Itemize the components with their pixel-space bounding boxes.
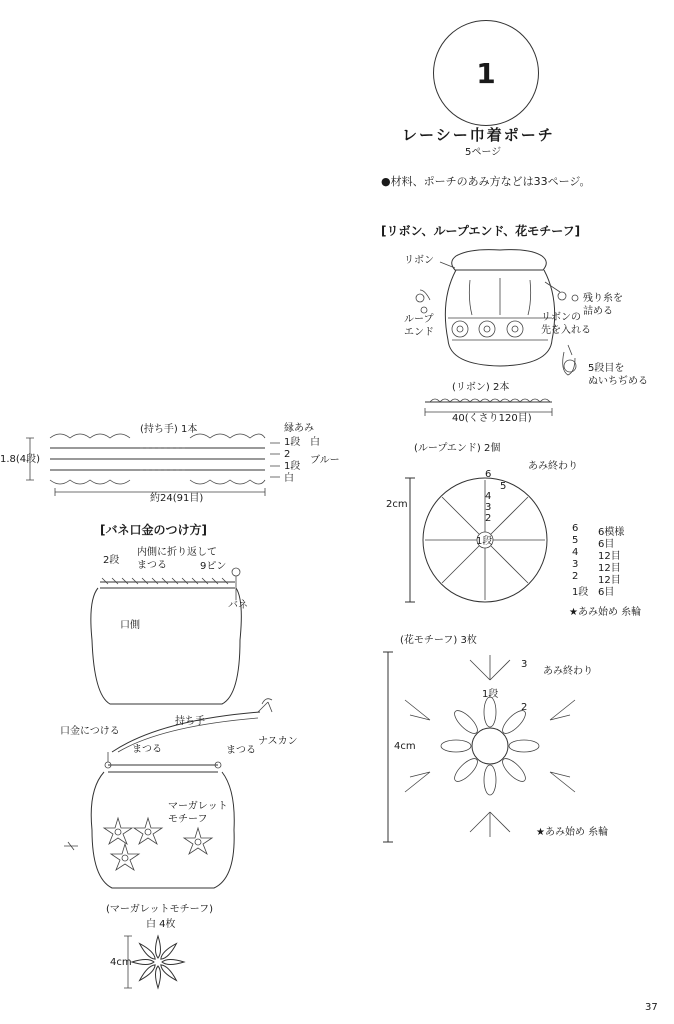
loop-end-row-2: 2: [485, 513, 492, 524]
margaret-size: 4cm: [110, 957, 132, 968]
handle-row-1-top: 1段: [284, 437, 301, 448]
finished-motif-label: マーガレット モチーフ: [168, 801, 228, 825]
finished-sew-label-2: まつる: [226, 745, 256, 756]
clasp-inside: 口側: [120, 620, 140, 631]
handle-length: 約24(91目): [150, 493, 204, 504]
loop-end-row-1: 1段: [476, 536, 493, 547]
loop-end-size: 2cm: [386, 499, 408, 510]
row-table-entry: 2 12目: [572, 571, 621, 586]
loop-end-row-4: 4: [485, 491, 492, 502]
handle-color-white-top: 白: [310, 437, 320, 448]
label-row5: 5段目を ぬいちぢめる: [588, 363, 648, 387]
row-table-entry: 1段 6目: [572, 587, 615, 598]
ribbon-title: (リボン) 2本: [452, 382, 510, 393]
label-ribbon-tip: リボンの 先を入れる: [541, 312, 591, 336]
loop-end-start-note: ★あみ始め 糸輪: [569, 607, 642, 618]
row-table-entry: 5 6目: [572, 535, 615, 550]
flower-start-note: ★あみ始め 糸輪: [536, 827, 609, 838]
label-ribbon: リボン: [404, 255, 434, 266]
clasp-heading: [バネ口金のつけ方]: [100, 523, 207, 537]
handle-color-white-bottom: 白: [284, 473, 294, 484]
flower-row-2: 2: [521, 702, 528, 713]
finished-attach-label: 口金につける: [60, 726, 120, 737]
margaret-count: 白 4枚: [146, 919, 176, 930]
clasp-spring: バネ: [228, 600, 248, 611]
pattern-title: レーシー巾着ポーチ: [402, 126, 555, 144]
clasp-fold: 内側に折り返して まつる: [137, 547, 217, 571]
finished-sew-label-1: まつる: [132, 744, 162, 755]
handle-edge-label: 縁あみ: [284, 423, 314, 434]
page-reference: 5ページ: [465, 147, 502, 158]
materials-note: ●材料、ポーチのあみ方などは33ページ。: [381, 175, 591, 188]
handle-row-1-bottom: 1段: [284, 461, 301, 472]
handle-chart: [26, 434, 280, 496]
loop-end-row-3: 3: [485, 502, 492, 513]
row-table-entry: 4 12目: [572, 547, 621, 562]
page-number: 37: [645, 1002, 658, 1013]
loop-end-row-5: 5: [500, 481, 507, 492]
row-table-entry: 3 12目: [572, 559, 621, 574]
loop-end-row-6: 6: [485, 469, 492, 480]
flower-motif-finish-label: あみ終わり: [543, 666, 593, 677]
loop-end-title: (ループエンド) 2個: [414, 443, 501, 454]
handle-color-blue: ブルー: [310, 455, 340, 466]
loop-end-finish-label: あみ終わり: [528, 461, 578, 472]
ribbon-section-heading: [リボン、ループエンド、花モチーフ]: [381, 224, 581, 238]
label-loop-end: ループ エンド: [404, 314, 434, 338]
flower-row-1: 1段: [482, 689, 499, 700]
loop-end-row-table: [572, 523, 652, 598]
flower-motif-title: (花モチーフ) 3枚: [400, 635, 477, 646]
flower-row-3: 3: [521, 659, 528, 670]
row-table-entry: 6 6模様: [572, 523, 625, 538]
clasp-pouch-drawing: [91, 568, 241, 704]
flower-motif-size: 4cm: [394, 741, 416, 752]
handle-height: 1.8(4段): [0, 454, 41, 465]
ribbon-length: 40(くさり120目): [452, 413, 532, 424]
pattern-number: 1: [476, 56, 496, 90]
margaret-title: (マーガレットモチーフ): [106, 904, 214, 915]
handle-row-2: 2: [284, 449, 291, 460]
clasp-row2: 2段: [103, 555, 120, 566]
finished-snap-label: ナスカン: [258, 736, 298, 747]
finished-handle-label: 持ち手: [175, 716, 205, 727]
margaret-flower: [124, 936, 184, 988]
handle-title: (持ち手) 1本: [140, 424, 198, 435]
label-leftover-yarn: 残り糸を 詰める: [583, 293, 623, 317]
clasp-pin: 9ピン: [200, 561, 227, 572]
